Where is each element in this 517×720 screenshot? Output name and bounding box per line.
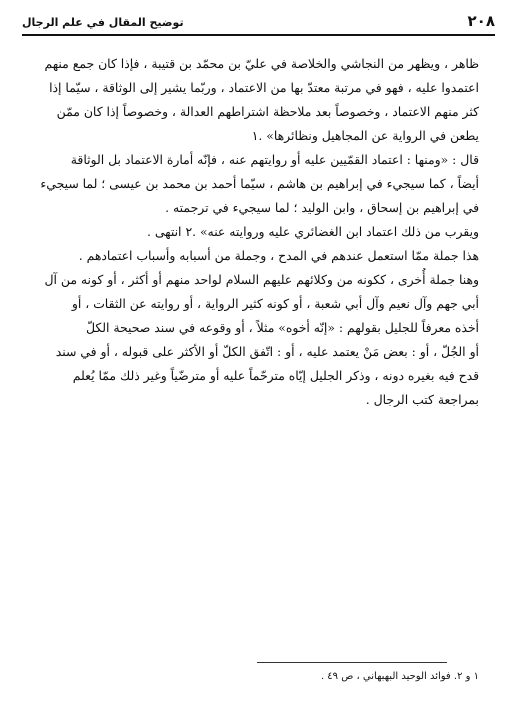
page-header [22,12,495,34]
page-number: ٢٠٨ [467,12,495,30]
text-line: كثر منهم الاعتماد ، وخصوصاً بعد ملاحظة اشتراطهم العدالة ، وخصوصاً إذا كان ممّن [56,104,479,119]
footnote: ١ و ٢. فوائد الوحيد البهبهاني ، ص ٤٩ . [320,671,479,682]
text-line: أيضاً ، كما سيجيء في إبراهيم بن هاشم ، سيّما أحمد بن محمد بن عيسى ؛ لما سيجيء [40,176,479,191]
footnote-rule [257,662,447,663]
header-rule [22,34,495,36]
text-line: في إبراهيم بن إسحاق ، وابن الوليد ؛ لما سيجيء في ترجمته . [165,200,479,215]
body-text [38,52,479,412]
text-line: يطعن في الرواية عن المجاهيل ونظائرها» .١ [251,128,479,143]
running-title: توضيح المقال في علم الرجال [22,16,184,29]
text-line: وهنا جملة أُخرى ، ككونه من وكلائهم عليهم السلام لواحد منهم أو أكثر ، أو كونه من آل [44,272,479,287]
text-line: ظاهر ، ويظهر من النجاشي والخلاصة في عليّ بن محمّد بن قتيبة ، فإذا كان جمع منهم [44,56,479,71]
text-line: أو الجُلّ ، أو : بعض مَنْ يعتمد عليه ، أو : اتّفق الكلّ أو الأكثر على قبوله ، أو في سند [55,344,479,359]
text-line: أخذه معرفاً للجليل بقولهم : «إنّه أخوه» مثلاً ، أو وقوعه في سند صحيحة الكلّ [86,320,479,335]
text-line: قدح فيه بغيره دونه ، وذكر الجليل إيّاه مترحّماً عليه أو مترضّياً وغير ذلك ممّا يُعلم [72,368,479,383]
text-line: أبي جهم وآل نعيم وآل أبي شعبة ، أو كونه كثير الرواية ، أو روايته عن الثقات ، أو [71,296,479,311]
text-line: ويقرب من ذلك اعتماد ابن الغضائري عليه وروايته عنه» .٢ انتهى . [146,224,479,239]
text-line: قال : «ومنها : اعتماد القمّيين عليه أو روايتهم عنه ، فإنّه أمارة الاعتماد بل الوثاقة [70,152,479,167]
text-line: بمراجعة كتب الرجال . [365,392,479,407]
text-line: اعتمدوا عليه ، فهو في مرتبة معتدّ بها من الاعتماد ، وربّما يشير إلى الوثاقة ، سيّما إذا [49,80,479,95]
text-line: هذا جملة ممّا استعمل عندهم في المدح ، وجملة من أسبابه وأسباب اعتمادهم . [78,248,479,263]
